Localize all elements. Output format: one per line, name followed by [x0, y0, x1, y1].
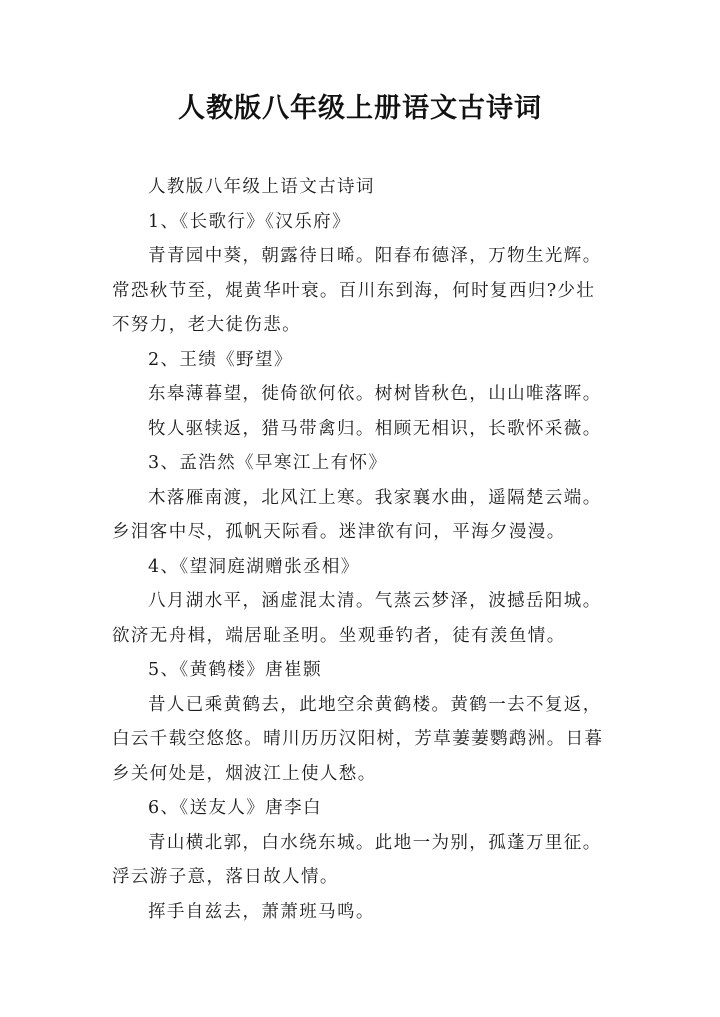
- text-line: 牧人驱犊返，猎马带禽归。相顾无相识，长歌怀采薇。: [148, 418, 602, 439]
- text-line: 1、《长歌行》《汉乐府》: [148, 211, 351, 232]
- text-line: 木落雁南渡，北风江上寒。我家襄水曲，遥隔楚云端。: [148, 487, 602, 508]
- text-line: 常恐秋节至，焜黄华叶衰。百川东到海，何时复西归?少壮: [112, 280, 596, 301]
- text-line: 青山横北郭，白水绕东城。此地一为别，孤蓬万里征。: [148, 832, 602, 853]
- text-line: 4、《望洞庭湖赠张丞相》: [148, 556, 360, 577]
- text-line: 乡关何处是，烟波江上使人愁。: [112, 763, 377, 784]
- text-line: 白云千载空悠悠。晴川历历汉阳树，芳草萋萋鹦鹉洲。日暮: [112, 729, 604, 749]
- text-line: 欲济无舟楫，端居耻圣明。坐观垂钓者，徒有羡鱼情。: [112, 625, 566, 646]
- text-line: 5、《黄鹤楼》唐崔颢: [148, 660, 322, 680]
- text-line: 东皋薄暮望，徙倚欲何依。树树皆秋色，山山唯落晖。: [148, 384, 602, 404]
- text-line: 3、孟浩然《早寒江上有怀》: [148, 453, 388, 473]
- text-line: 昔人已乘黄鹤去，此地空余黄鹤楼。黄鹤一去不复返，: [148, 694, 602, 715]
- text-line: 人教版八年级上语文古诗词: [148, 177, 375, 197]
- text-line: 挥手自兹去，萧萧班马鸣。: [148, 901, 375, 922]
- text-line: 乡泪客中尽，孤帆天际看。迷津欲有问，平海夕漫漫。: [112, 522, 566, 542]
- document-body: [112, 170, 632, 929]
- text-line: 2、王绩《野望》: [148, 349, 293, 370]
- text-line: 青青园中葵，朝露待日晞。阳春布德泽，万物生光辉。: [148, 246, 602, 266]
- text-line: 6、《送友人》唐李白: [148, 798, 322, 818]
- document-title: 人教版八年级上册语文古诗词: [178, 93, 542, 124]
- text-line: 浮云游子意，落日故人情。: [112, 867, 339, 887]
- text-line: 不努力，老大徒伤悲。: [112, 315, 301, 335]
- text-line: 八月湖水平，涵虚混太清。气蒸云梦泽，波撼岳阳城。: [148, 591, 602, 611]
